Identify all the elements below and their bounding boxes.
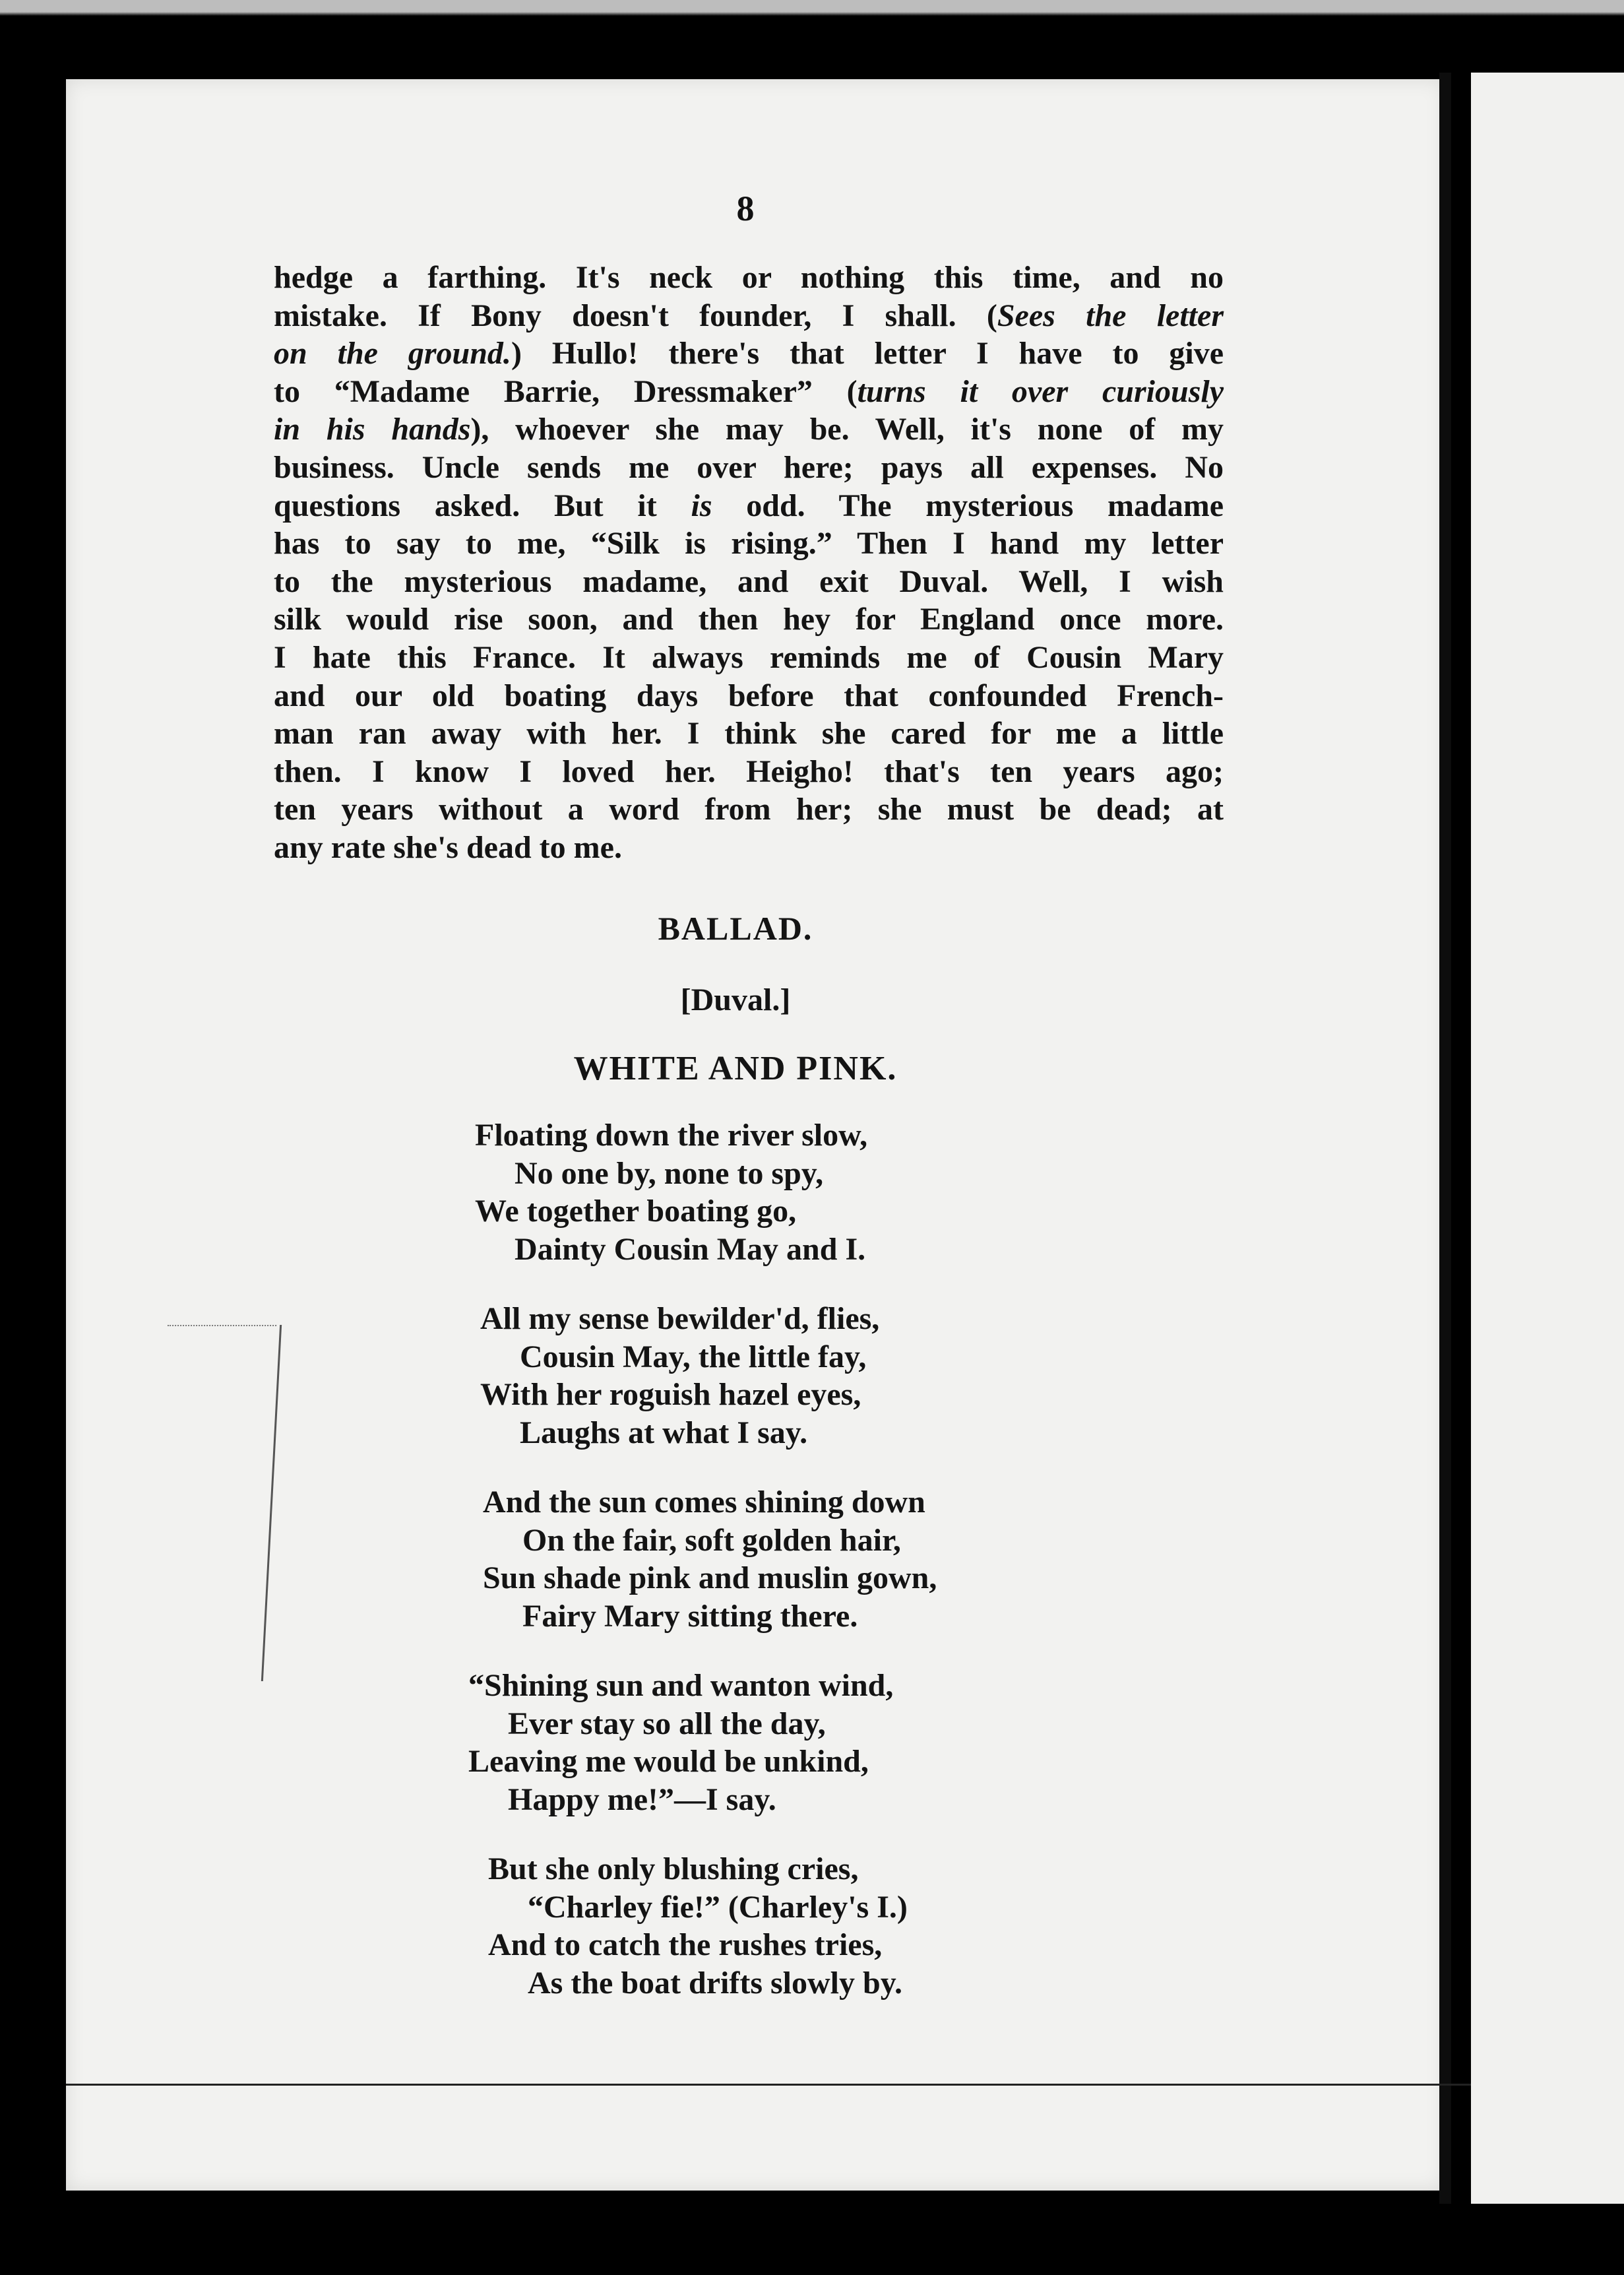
ballad-heading: BALLAD. xyxy=(658,910,813,947)
prose-line xyxy=(274,753,1224,791)
stage-direction: turns it over curiously xyxy=(857,373,1224,409)
verse-line: “Charley fie!” (Charley's I.) xyxy=(528,1889,908,1925)
verse-line: Laughs at what I say. xyxy=(520,1415,808,1450)
bottom-rule xyxy=(66,2084,1471,2086)
prose-text: mistake. If Bony doesn't founder, I shall. ( xyxy=(274,298,997,333)
prose-line xyxy=(274,410,1224,449)
verse-line: Leaving me would be unkind, xyxy=(468,1744,869,1779)
prose-text: then. I know I loved her. Heigho! that's ten years ago; xyxy=(274,753,1224,789)
stanza xyxy=(488,1850,908,2002)
verse-line: As the boat drifts slowly by. xyxy=(528,1965,903,2001)
verse-line: “Shining sun and wanton wind, xyxy=(468,1668,894,1703)
prose-line xyxy=(274,373,1224,411)
verse-line: With her roguish hazel eyes, xyxy=(480,1377,861,1413)
verse-line: Floating down the river slow, xyxy=(475,1118,868,1153)
verse-line: Ever stay so all the day, xyxy=(508,1706,826,1741)
prose-line xyxy=(274,600,1224,639)
verse-line: Sun shade pink and muslin gown, xyxy=(483,1560,937,1596)
prose-line xyxy=(274,715,1224,753)
prose-line xyxy=(274,259,1224,297)
page-number: 8 xyxy=(736,189,755,228)
stage-direction: on the ground. xyxy=(274,336,511,371)
prose-text: questions asked. But it xyxy=(274,488,691,523)
song-title: WHITE AND PINK. xyxy=(573,1050,898,1087)
prose-text: to “Madame Barrie, Dressmaker” ( xyxy=(274,373,858,409)
prose-text: business. Uncle sends me over here; pays all expenses. No xyxy=(274,449,1224,485)
prose-line xyxy=(274,297,1224,335)
prose-text: ), whoever she may be. Well, it's none of my xyxy=(470,412,1224,447)
prose-text: silk would rise soon, and then hey for England once more. xyxy=(274,602,1224,637)
ballad-singer: [Duval.] xyxy=(680,982,791,1017)
prose-line xyxy=(274,639,1224,677)
verse-line: No one by, none to spy, xyxy=(515,1155,824,1191)
prose-text: man ran away with her. I think she cared for me a little xyxy=(274,716,1224,752)
verse-line: All my sense bewilder'd, flies, xyxy=(480,1301,880,1336)
prose-text: I hate this France. It always reminds me of Cousin Mary xyxy=(274,639,1224,675)
page-gutter-shadow xyxy=(1439,73,1451,2204)
prose-text: odd. The mysterious madame xyxy=(712,488,1224,523)
stage-direction: is xyxy=(691,488,712,523)
prose-text: and our old boating days before that confounded French- xyxy=(274,678,1224,713)
prose-text: hedge a farthing. It's neck or nothing this time, and no xyxy=(274,260,1224,295)
prose-line xyxy=(274,563,1224,601)
stanza xyxy=(480,1300,879,1452)
prose-line xyxy=(274,525,1224,563)
verse-line: We together boating go, xyxy=(475,1194,797,1229)
prose-text: ) Hullo! there's that letter I have to give xyxy=(511,336,1224,371)
prose-text: to the mysterious madame, and exit Duval. Well, I wish xyxy=(274,563,1224,599)
verse-line: Fairy Mary sitting there. xyxy=(522,1598,858,1634)
prose-line xyxy=(274,449,1224,487)
prose-line xyxy=(274,790,1224,829)
prose-line xyxy=(274,487,1224,525)
verse-line: On the fair, soft golden hair, xyxy=(522,1522,901,1558)
verse-line: But she only blushing cries, xyxy=(488,1851,859,1886)
verse-line: And to catch the rushes tries, xyxy=(488,1927,883,1963)
verse-line: And the sun comes shining down xyxy=(483,1485,925,1520)
prose-line xyxy=(274,677,1224,715)
verse-line: Cousin May, the little fay, xyxy=(520,1339,867,1374)
verse-line: Happy me!”—I say. xyxy=(508,1781,776,1817)
prose-text: has to say to me, “Silk is rising.” Then I hand my letter xyxy=(274,526,1224,561)
stage-direction: Sees the letter xyxy=(997,298,1224,333)
verse-line: Dainty Cousin May and I. xyxy=(515,1231,866,1267)
prose-text: ten years without a word from her; she must be dead; at xyxy=(274,792,1224,827)
prose-line xyxy=(274,335,1224,373)
adjacent-page-edge xyxy=(1471,73,1624,2204)
stage-direction: in his hands xyxy=(274,412,471,447)
stanza xyxy=(483,1483,937,1635)
prose-paragraph xyxy=(274,259,1224,867)
stanza xyxy=(468,1667,893,1818)
prose-line xyxy=(274,829,1224,867)
stanza xyxy=(475,1116,867,1268)
prose-text: any rate she's dead to me. xyxy=(274,829,622,865)
